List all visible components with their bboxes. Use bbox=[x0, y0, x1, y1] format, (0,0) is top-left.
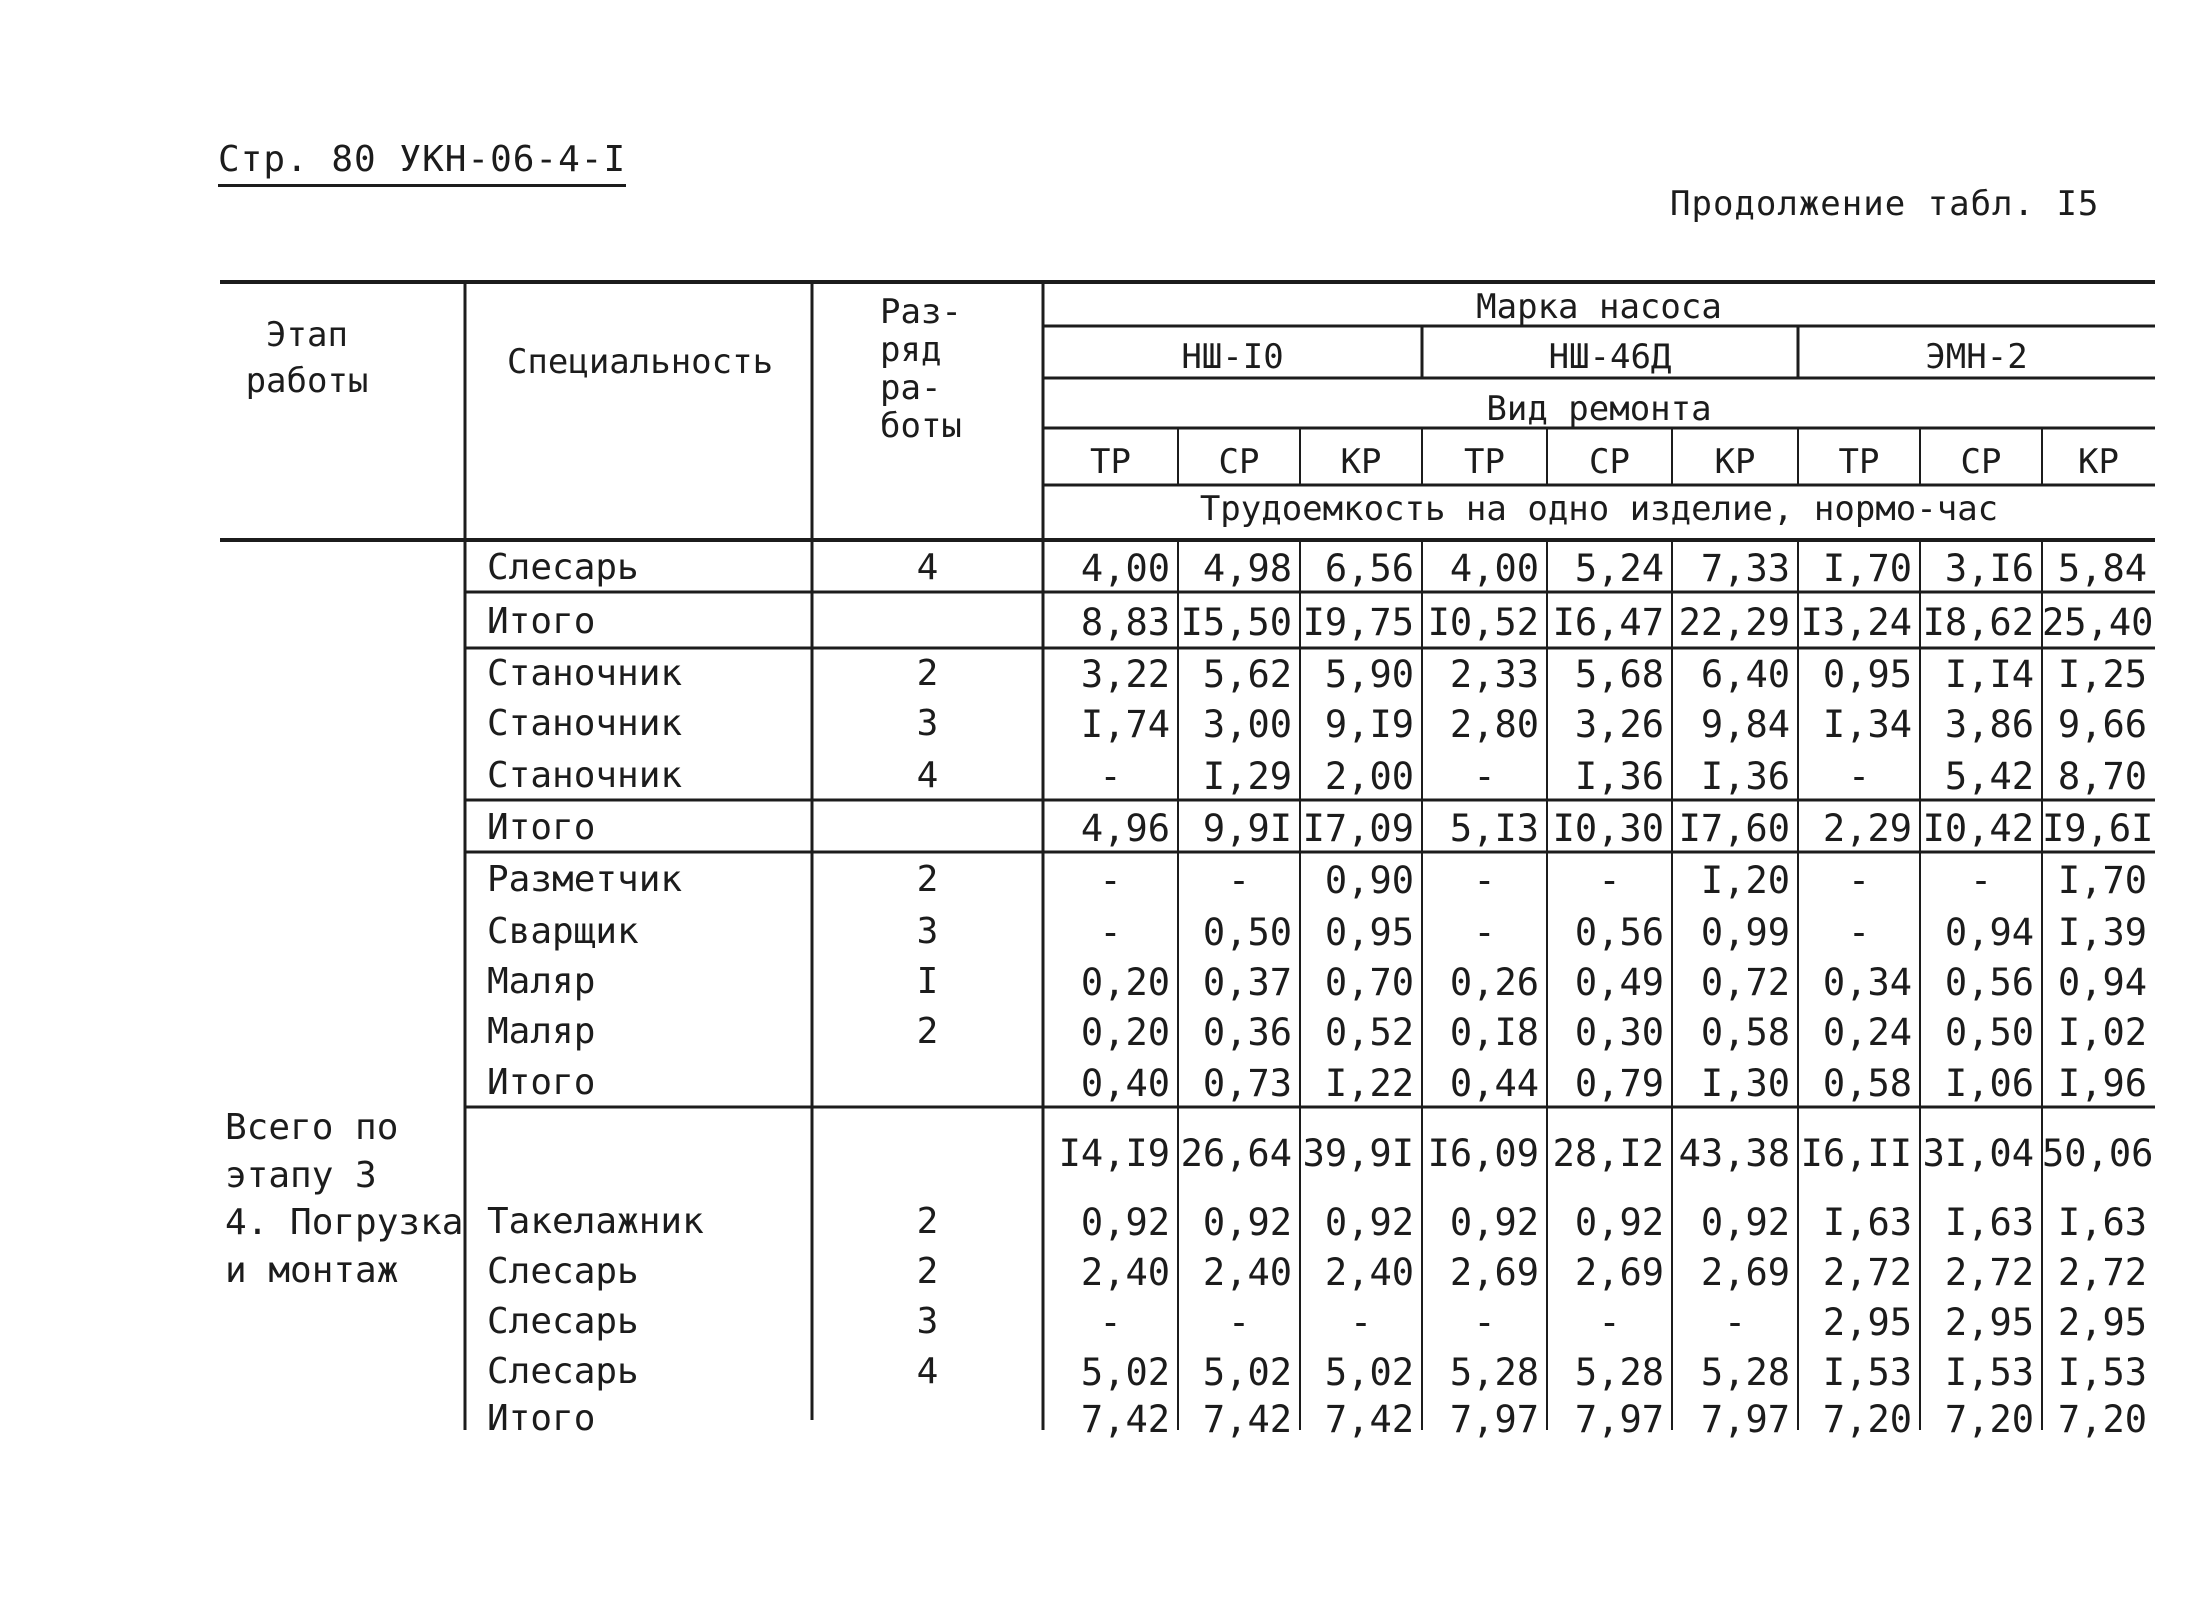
value-cell: 3,22 bbox=[1080, 653, 1170, 696]
value-cell: 4,96 bbox=[1080, 807, 1170, 850]
stage-label: 4. Погрузка bbox=[225, 1202, 464, 1243]
specialty-cell: Слесарь bbox=[487, 1251, 639, 1292]
specialty-cell: Итого bbox=[487, 601, 596, 642]
specialty-cell: Станочник bbox=[487, 755, 683, 796]
pump-name: НШ-I0 bbox=[1181, 337, 1284, 377]
specialty-cell: Итого bbox=[487, 1062, 596, 1103]
value-cell: 0,99 bbox=[1700, 911, 1790, 954]
pump-brand-header: Марка насоса bbox=[1476, 287, 1722, 327]
specialty-cell: Итого bbox=[487, 807, 596, 848]
value-cell: 7,97 bbox=[1700, 1398, 1790, 1441]
repair-kind: СР bbox=[1218, 442, 1260, 482]
value-cell: 6,56 bbox=[1324, 547, 1414, 590]
value-cell: I,70 bbox=[1822, 547, 1912, 590]
value-cell: 7,42 bbox=[1324, 1398, 1414, 1441]
specialty-cell: Станочник bbox=[487, 703, 683, 744]
value-cell: 0,37 bbox=[1202, 961, 1292, 1004]
value-cell: I9,6I bbox=[2042, 807, 2154, 850]
value-cell: 2,72 bbox=[1944, 1251, 2034, 1294]
value-cell: 0,95 bbox=[1324, 911, 1414, 954]
value-cell: I,I4 bbox=[1944, 653, 2034, 696]
value-cell: I,63 bbox=[2057, 1201, 2147, 1244]
value-cell: I,70 bbox=[2057, 859, 2147, 902]
value-cell: 5,68 bbox=[1574, 653, 1664, 696]
value-cell: 0,79 bbox=[1574, 1062, 1664, 1105]
value-cell: 2,95 bbox=[2057, 1301, 2147, 1344]
value-cell: 2,40 bbox=[1080, 1251, 1170, 1294]
value-cell: - bbox=[1473, 911, 1496, 954]
value-cell: 2,00 bbox=[1324, 755, 1414, 798]
value-cell: 5,84 bbox=[2057, 547, 2147, 590]
value-cell: I0,30 bbox=[1552, 807, 1664, 850]
value-cell: 0,36 bbox=[1202, 1011, 1292, 1054]
value-cell: - bbox=[1847, 755, 1871, 798]
value-cell: 7,20 bbox=[1944, 1398, 2034, 1441]
value-cell: 2,80 bbox=[1449, 703, 1539, 746]
value-cell: 0,94 bbox=[2057, 961, 2147, 1004]
grade-header: ряд bbox=[880, 330, 942, 370]
value-cell: I,06 bbox=[1944, 1062, 2034, 1105]
value-cell: 0,92 bbox=[1574, 1201, 1664, 1244]
value-cell: - bbox=[1099, 1301, 1122, 1344]
value-cell: 7,42 bbox=[1202, 1398, 1292, 1441]
value-cell: - bbox=[1473, 1301, 1496, 1344]
value-cell: 0,20 bbox=[1080, 1011, 1170, 1054]
value-cell: 0,92 bbox=[1202, 1201, 1292, 1244]
value-cell: I,53 bbox=[2057, 1351, 2147, 1394]
page-reference: Стр. 80 УКН-06-4-I bbox=[218, 138, 626, 187]
specialty-cell: Слесарь bbox=[487, 547, 639, 588]
stage-header: Этап bbox=[266, 315, 348, 355]
value-cell: 0,34 bbox=[1822, 961, 1912, 1004]
value-cell: I6,II bbox=[1800, 1132, 1912, 1175]
value-cell: 0,90 bbox=[1324, 859, 1414, 902]
grade-header: ра- bbox=[880, 368, 942, 408]
value-cell: 2,69 bbox=[1574, 1251, 1664, 1294]
value-cell: 2,29 bbox=[1822, 807, 1912, 850]
value-cell: 2,40 bbox=[1202, 1251, 1292, 1294]
value-cell: I,30 bbox=[1700, 1062, 1790, 1105]
repair-kind: КР bbox=[1714, 442, 1756, 482]
grade-cell: 2 bbox=[916, 653, 939, 694]
value-cell: - bbox=[1227, 1301, 1251, 1344]
repair-kind: ТР bbox=[1464, 442, 1505, 482]
value-cell: 3,86 bbox=[1944, 703, 2034, 746]
specialty-cell: Разметчик bbox=[487, 859, 683, 900]
grade-header: Раз- bbox=[880, 292, 962, 332]
value-cell: I0,42 bbox=[1922, 807, 2034, 850]
value-cell: 5,90 bbox=[1324, 653, 1414, 696]
specialty-cell: Слесарь bbox=[487, 1351, 639, 1392]
repair-kind: СР bbox=[1589, 442, 1630, 482]
value-cell: - bbox=[1847, 859, 1871, 902]
specialty-cell: Итого bbox=[487, 1398, 596, 1439]
value-cell: 0,72 bbox=[1700, 961, 1790, 1004]
grade-cell: 4 bbox=[916, 755, 939, 796]
value-cell: I,02 bbox=[2057, 1011, 2147, 1054]
value-cell: 4,00 bbox=[1080, 547, 1170, 590]
value-cell: 7,20 bbox=[1822, 1398, 1912, 1441]
grade-cell: I bbox=[916, 961, 939, 1002]
stage-label: и монтаж bbox=[225, 1250, 399, 1291]
value-cell: 7,20 bbox=[2057, 1398, 2147, 1441]
value-cell: 5,42 bbox=[1944, 755, 2034, 798]
specialty-cell: Слесарь bbox=[487, 1301, 639, 1342]
value-cell: I4,I9 bbox=[1058, 1132, 1170, 1175]
value-cell: 5,02 bbox=[1080, 1351, 1170, 1394]
value-cell: 6,40 bbox=[1700, 653, 1790, 696]
grade-cell: 3 bbox=[916, 703, 939, 744]
value-cell: I,36 bbox=[1700, 755, 1790, 798]
value-cell: - bbox=[1723, 1301, 1747, 1344]
value-cell: - bbox=[1099, 755, 1122, 798]
grade-cell: 3 bbox=[916, 911, 939, 952]
table-continuation-label: Продолжение табл. I5 bbox=[1670, 184, 2100, 224]
repair-kind: КР bbox=[2078, 442, 2119, 482]
value-cell: 0,92 bbox=[1080, 1201, 1170, 1244]
value-cell: 0,I8 bbox=[1449, 1011, 1539, 1054]
repair-kind: ТР bbox=[1090, 442, 1131, 482]
value-cell: I7,09 bbox=[1302, 807, 1414, 850]
value-cell: - bbox=[1099, 911, 1122, 954]
value-cell: 5,02 bbox=[1202, 1351, 1292, 1394]
value-cell: - bbox=[1473, 859, 1496, 902]
value-cell: 2,95 bbox=[1944, 1301, 2034, 1344]
value-cell: 2,40 bbox=[1324, 1251, 1414, 1294]
value-cell: I,53 bbox=[1822, 1351, 1912, 1394]
value-cell: I7,60 bbox=[1678, 807, 1790, 850]
value-cell: 0,92 bbox=[1449, 1201, 1539, 1244]
value-cell: I8,62 bbox=[1922, 601, 2034, 644]
value-cell: 2,72 bbox=[1822, 1251, 1912, 1294]
value-cell: I,20 bbox=[1700, 859, 1790, 902]
value-cell: 26,64 bbox=[1180, 1132, 1292, 1175]
value-cell: I,96 bbox=[2057, 1062, 2147, 1105]
value-cell: 0,58 bbox=[1700, 1011, 1790, 1054]
repair-type-header: Вид ремонта bbox=[1486, 389, 1712, 429]
value-cell: 3I,04 bbox=[1922, 1132, 2034, 1175]
value-cell: 3,00 bbox=[1202, 703, 1292, 746]
value-cell: 0,73 bbox=[1202, 1062, 1292, 1105]
value-cell: 0,50 bbox=[1202, 911, 1292, 954]
value-cell: 0,94 bbox=[1944, 911, 2034, 954]
stage-header: работы bbox=[245, 361, 369, 401]
value-cell: 2,33 bbox=[1449, 653, 1539, 696]
value-cell: - bbox=[1227, 859, 1251, 902]
value-cell: 0,58 bbox=[1822, 1062, 1912, 1105]
labor-header: Трудоемкость на одно изделие, нормо-час bbox=[1199, 489, 1999, 529]
value-cell: I,74 bbox=[1080, 703, 1170, 746]
value-cell: - bbox=[1099, 859, 1122, 902]
repair-kind: СР bbox=[1960, 442, 2002, 482]
grade-cell: 2 bbox=[916, 859, 939, 900]
value-cell: 0,56 bbox=[1574, 911, 1664, 954]
pump-name: ЭМН-2 bbox=[1925, 337, 2028, 377]
value-cell: 25,40 bbox=[2042, 601, 2154, 644]
value-cell: - bbox=[1598, 859, 1621, 902]
value-cell: 7,33 bbox=[1700, 547, 1790, 590]
value-cell: 0,56 bbox=[1944, 961, 2034, 1004]
value-cell: I9,75 bbox=[1302, 601, 1414, 644]
value-cell: 5,28 bbox=[1574, 1351, 1664, 1394]
value-cell: I6,47 bbox=[1552, 601, 1664, 644]
value-cell: 5,28 bbox=[1700, 1351, 1790, 1394]
value-cell: I,63 bbox=[1822, 1201, 1912, 1244]
value-cell: 4,00 bbox=[1449, 547, 1539, 590]
value-cell: 5,I3 bbox=[1449, 807, 1539, 850]
specialty-cell: Такелажник bbox=[487, 1201, 704, 1242]
value-cell: 0,30 bbox=[1574, 1011, 1664, 1054]
value-cell: 4,98 bbox=[1202, 547, 1292, 590]
value-cell: 5,62 bbox=[1202, 653, 1292, 696]
specialty-header: Специальность bbox=[506, 342, 774, 382]
grade-cell: 4 bbox=[916, 1351, 939, 1392]
grade-cell: 2 bbox=[916, 1251, 939, 1292]
value-cell: 7,97 bbox=[1574, 1398, 1664, 1441]
value-cell: - bbox=[1473, 755, 1496, 798]
value-cell: 28,I2 bbox=[1552, 1132, 1664, 1175]
value-cell: 2,69 bbox=[1700, 1251, 1790, 1294]
value-cell: 39,9I bbox=[1302, 1132, 1414, 1175]
specialty-cell: Сварщик bbox=[487, 911, 639, 952]
value-cell: - bbox=[1969, 859, 1993, 902]
value-cell: - bbox=[1349, 1301, 1373, 1344]
value-cell: 0,95 bbox=[1822, 653, 1912, 696]
value-cell: - bbox=[1847, 911, 1871, 954]
value-cell: I,29 bbox=[1202, 755, 1292, 798]
value-cell: 7,42 bbox=[1080, 1398, 1170, 1441]
value-cell: 9,66 bbox=[2057, 703, 2147, 746]
grade-cell: 2 bbox=[916, 1011, 939, 1052]
value-cell: I5,50 bbox=[1180, 601, 1292, 644]
grade-cell: 4 bbox=[916, 547, 939, 588]
value-cell: 9,I9 bbox=[1324, 703, 1414, 746]
repair-kind: ТР bbox=[1838, 442, 1880, 482]
value-cell: I,53 bbox=[1944, 1351, 2034, 1394]
value-cell: I,22 bbox=[1324, 1062, 1414, 1105]
value-cell: 5,02 bbox=[1324, 1351, 1414, 1394]
value-cell: 3,26 bbox=[1574, 703, 1664, 746]
value-cell: 0,49 bbox=[1574, 961, 1664, 1004]
stage-label: этапу 3 bbox=[225, 1155, 377, 1196]
value-cell: 3,I6 bbox=[1944, 547, 2034, 590]
value-cell: 0,50 bbox=[1944, 1011, 2034, 1054]
value-cell: - bbox=[1598, 1301, 1621, 1344]
value-cell: 2,69 bbox=[1449, 1251, 1539, 1294]
value-cell: 0,92 bbox=[1324, 1201, 1414, 1244]
value-cell: 8,70 bbox=[2057, 755, 2147, 798]
grade-header: боты bbox=[880, 406, 962, 446]
value-cell: 0,40 bbox=[1080, 1062, 1170, 1105]
value-cell: 0,92 bbox=[1700, 1201, 1790, 1244]
value-cell: I,63 bbox=[1944, 1201, 2034, 1244]
value-cell: I,25 bbox=[2057, 653, 2147, 696]
value-cell: 43,38 bbox=[1678, 1132, 1790, 1175]
value-cell: 2,95 bbox=[1822, 1301, 1912, 1344]
value-cell: I3,24 bbox=[1800, 601, 1912, 644]
value-cell: I6,09 bbox=[1427, 1132, 1539, 1175]
grade-cell: 3 bbox=[916, 1301, 939, 1342]
repair-kind: КР bbox=[1340, 442, 1382, 482]
value-cell: 50,06 bbox=[2042, 1132, 2154, 1175]
value-cell: 5,24 bbox=[1574, 547, 1664, 590]
value-cell: 8,83 bbox=[1080, 601, 1170, 644]
stage-label: Всего по bbox=[225, 1107, 399, 1148]
value-cell: I,39 bbox=[2057, 911, 2147, 954]
specialty-cell: Станочник bbox=[487, 653, 683, 694]
value-cell: I,34 bbox=[1822, 703, 1912, 746]
value-cell: 0,24 bbox=[1822, 1011, 1912, 1054]
value-cell: 0,20 bbox=[1080, 961, 1170, 1004]
value-cell: 0,44 bbox=[1449, 1062, 1539, 1105]
value-cell: 22,29 bbox=[1678, 601, 1790, 644]
value-cell: 7,97 bbox=[1449, 1398, 1539, 1441]
specialty-cell: Маляр bbox=[487, 1011, 596, 1052]
value-cell: 9,9I bbox=[1202, 807, 1292, 850]
value-cell: I0,52 bbox=[1427, 601, 1539, 644]
value-cell: I,36 bbox=[1574, 755, 1664, 798]
grade-cell: 2 bbox=[916, 1201, 939, 1242]
value-cell: 5,28 bbox=[1449, 1351, 1539, 1394]
value-cell: 0,26 bbox=[1449, 961, 1539, 1004]
specialty-cell: Маляр bbox=[487, 961, 596, 1002]
pump-name: НШ-46Д bbox=[1548, 337, 1672, 377]
value-cell: 0,70 bbox=[1324, 961, 1414, 1004]
value-cell: 2,72 bbox=[2057, 1251, 2147, 1294]
value-cell: 0,52 bbox=[1324, 1011, 1414, 1054]
value-cell: 9,84 bbox=[1700, 703, 1790, 746]
